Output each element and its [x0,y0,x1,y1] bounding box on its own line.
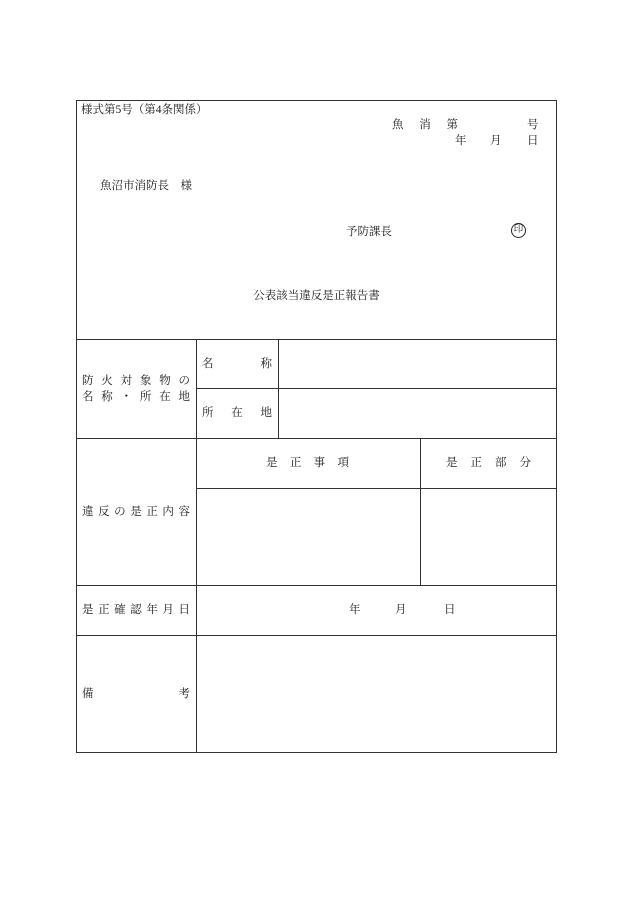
confirmation-day: 日 [444,604,456,616]
target-label-line2: 名称・所在地 [82,391,190,403]
issue-date-year: 年 [455,135,467,147]
address-value-cell [279,389,556,438]
rule-target-bottom [76,438,557,439]
issue-date-month: 月 [490,135,502,147]
remarks-cell [197,636,556,752]
seal-mark: 印 [511,223,526,238]
correction-items-cell [197,489,420,585]
confirmation-month: 月 [395,604,407,616]
correction-parts-header: 是正部分 [446,457,531,469]
correction-parts-cell [421,489,556,585]
form-number: 様式第5号（第4条関係） [81,104,208,116]
name-label: 名称 [202,358,272,370]
confirmation-label: 是正確認年月日 [82,604,190,616]
name-value-cell [279,340,556,388]
reference-prefix: 魚消第 [392,119,458,131]
address-label: 所在地 [202,407,272,419]
confirmation-year: 年 [349,604,361,616]
issue-date-day: 日 [527,135,539,147]
addressee: 魚沼市消防長 様 [100,180,192,192]
rule-correction-bottom [76,585,557,586]
document-title: 公表該当違反是正報告書 [253,290,380,302]
correction-items-header: 是正事項 [266,457,349,469]
sender: 予防課長 [346,226,392,238]
reference-suffix: 号 [527,119,539,131]
target-label-line1: 防火対象物の [82,375,190,387]
remarks-label: 備考 [82,688,190,700]
correction-label: 違反の是正内容 [82,506,190,518]
